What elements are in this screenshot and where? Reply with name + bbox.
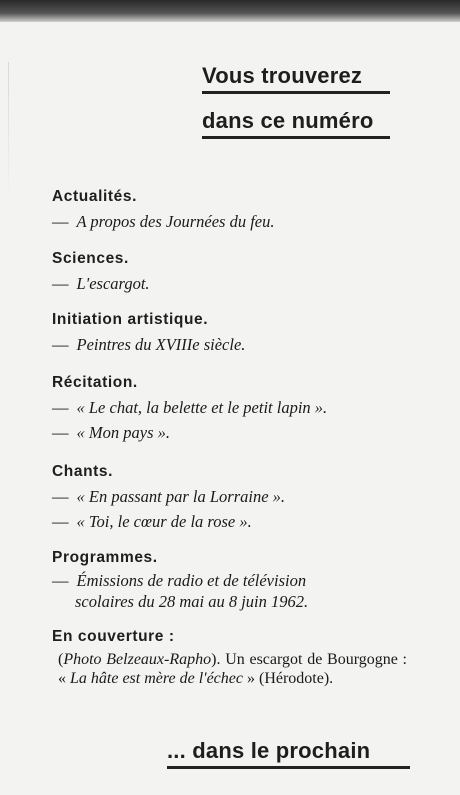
section-en-couverture: [52, 628, 407, 688]
list-item-text: « Mon pays ».: [76, 423, 170, 442]
section-heading: Initiation artistique.: [52, 311, 209, 328]
list-item-text: L'escargot.: [76, 274, 150, 293]
cover-caption: (Photo Belzeaux-Rapho). Un escargot de Bourgogne : « La hâte est mère de l'échec » (Hérodote).: [58, 651, 408, 687]
cover-text: Un escargot de Bourgogne : «: [58, 651, 408, 687]
section-heading: Chants.: [52, 463, 114, 480]
list-item-text: Peintres du XVIIIe siècle.: [76, 335, 246, 354]
list-item: — L'escargot.: [52, 274, 150, 293]
list-item: — « Toi, le cœur de la rose ».: [52, 512, 252, 531]
list-item-text: A propos des Journées du feu.: [76, 212, 275, 231]
banner-dans-le-prochain: ... dans le prochain: [167, 738, 410, 769]
list-item: — « Le chat, la belette et le petit lapin ».: [52, 398, 328, 417]
banner-vous-trouverez: Vous trouverez: [202, 63, 390, 94]
section-heading: En couverture :: [52, 628, 175, 645]
cover-source: » (Hérodote).: [242, 670, 334, 687]
list-item-text: scolaires du 28 mai au 8 juin 1962.: [75, 592, 309, 611]
list-item-text: « Le chat, la belette et le petit lapin ».: [76, 398, 328, 417]
cover-quote: La hâte est mère de l'échec: [70, 670, 243, 687]
section-programmes: [52, 549, 412, 613]
section-initiation-artistique: [52, 311, 412, 358]
list-item: — « En passant par la Lorraine ».: [52, 487, 286, 506]
photo-credit: Photo Belzeaux-Rapho: [63, 651, 212, 668]
list-item: — « Mon pays ».: [52, 423, 170, 442]
section-heading: Sciences.: [52, 250, 129, 267]
page-top-edge: [0, 0, 460, 22]
list-item-text: « Toi, le cœur de la rose ».: [76, 512, 252, 531]
section-heading: Récitation.: [52, 374, 138, 391]
list-item-text: Émissions de radio et de télévision: [76, 571, 307, 590]
list-item-text: « En passant par la Lorraine ».: [76, 487, 286, 506]
list-item: — Émissions de radio et de télévision: [52, 571, 307, 590]
list-item: — A propos des Journées du feu.: [52, 212, 275, 231]
section-actualites: [52, 188, 412, 235]
section-chants: [52, 463, 412, 535]
banner-dans-ce-numero: dans ce numéro: [202, 108, 390, 139]
list-item: — Peintres du XVIIIe siècle.: [52, 335, 246, 354]
section-heading: Programmes.: [52, 549, 158, 566]
section-sciences: [52, 250, 412, 297]
section-heading: Actualités.: [52, 188, 137, 205]
section-recitation: [52, 374, 412, 446]
page-fold-shadow: [8, 62, 9, 202]
list-item-continuation: [52, 592, 412, 611]
